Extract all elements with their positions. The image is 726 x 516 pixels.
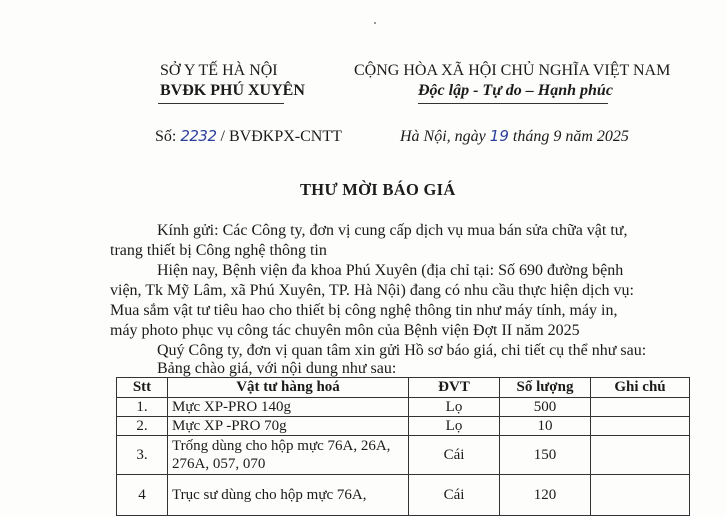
- row-unit: Lọ: [409, 417, 500, 436]
- header-note: Ghi chú: [591, 378, 690, 398]
- body-line-5: Mua sắm vật tư tiêu hao cho thiết bị công nghệ thông tin như máy tính, máy in,: [110, 302, 618, 319]
- header-stt: Stt: [117, 378, 168, 398]
- header-item: Vật tư hàng hoá: [168, 378, 409, 398]
- body-line-6: máy photo phục vụ công tác chuyên môn của Bệnh viện Đợt II năm 2025: [110, 322, 580, 339]
- row-stt: 4: [117, 475, 168, 516]
- row-item-line-2: 276A, 057, 070: [172, 456, 266, 472]
- body-line-1: Kính gửi: Các Công ty, đơn vị cung cấp dịch vụ mua bán sửa chữa vật tư,: [157, 222, 628, 239]
- row-item-line-1: Trống dùng cho hộp mực 76A, 26A,: [172, 438, 391, 454]
- row-note: [591, 436, 690, 475]
- header-unit: ĐVT: [409, 378, 500, 398]
- row-item: Mực XP -PRO 70g: [168, 417, 409, 436]
- body-line-3: Hiện nay, Bệnh viện đa khoa Phú Xuyên (địa chỉ tại: Số 690 đường bệnh: [157, 262, 624, 279]
- national-motto: Độc lập - Tự do – Hạnh phúc: [418, 82, 613, 99]
- date-before-day: Hà Nội, ngày: [400, 128, 490, 145]
- scan-speck: [374, 22, 376, 24]
- row-note: [591, 398, 690, 417]
- table-header-row: [117, 378, 690, 398]
- row-item: [168, 475, 409, 516]
- doc-number-suffix: / BVĐKPX-CNTT: [216, 128, 342, 145]
- org-underline: [158, 103, 284, 104]
- row-quantity: 120: [500, 475, 591, 516]
- row-item: [168, 436, 409, 475]
- document-date: [400, 127, 629, 146]
- republic-title: CỘNG HÒA XÃ HỘI CHỦ NGHĨA VIỆT NAM: [354, 62, 671, 79]
- table-row: [117, 475, 690, 516]
- table-row: [117, 398, 690, 417]
- row-quantity: 150: [500, 436, 591, 475]
- doc-number-prefix: Số:: [155, 128, 181, 145]
- row-quantity: 500: [500, 398, 591, 417]
- table-row: [117, 436, 690, 475]
- doc-number-handwritten: 2232: [180, 127, 217, 145]
- row-unit: Cái: [409, 475, 500, 516]
- document-title: THƯ MỜI BÁO GIÁ: [300, 180, 456, 199]
- date-day-handwritten: 19: [489, 127, 509, 145]
- row-item-line-1: Trục sư dùng cho hộp mực 76A,: [172, 487, 367, 503]
- motto-underline: [418, 103, 608, 104]
- row-quantity: 10: [500, 417, 591, 436]
- body-line-4: viện, Tk Mỹ Lâm, xã Phú Xuyên, TP. Hà Nội) đang có nhu cầu thực hiện dịch vụ:: [110, 282, 634, 299]
- document-number: [155, 127, 342, 146]
- table-row: [117, 417, 690, 436]
- body-line-7: Quý Công ty, đơn vị quan tâm xin gửi Hồ sơ báo giá, chi tiết cụ thể như sau:: [157, 342, 647, 359]
- row-stt: 1.: [117, 398, 168, 417]
- row-note: [591, 475, 690, 516]
- body-line-2: trang thiết bị Công nghệ thông tin: [110, 242, 327, 259]
- row-item: Mực XP-PRO 140g: [168, 398, 409, 417]
- row-stt: 2.: [117, 417, 168, 436]
- date-after-day: tháng 9 năm 2025: [508, 128, 629, 145]
- org-parent-name: SỞ Y TẾ HÀ NỘI: [160, 62, 278, 79]
- header-quantity: Số lượng: [500, 378, 591, 398]
- row-stt: 3.: [117, 436, 168, 475]
- quotation-table: [116, 377, 690, 516]
- body-line-8: Bảng chào giá, với nội dung như sau:: [157, 360, 397, 377]
- row-unit: Lọ: [409, 398, 500, 417]
- org-name: BVĐK PHÚ XUYÊN: [160, 82, 305, 99]
- row-unit: Cái: [409, 436, 500, 475]
- row-note: [591, 417, 690, 436]
